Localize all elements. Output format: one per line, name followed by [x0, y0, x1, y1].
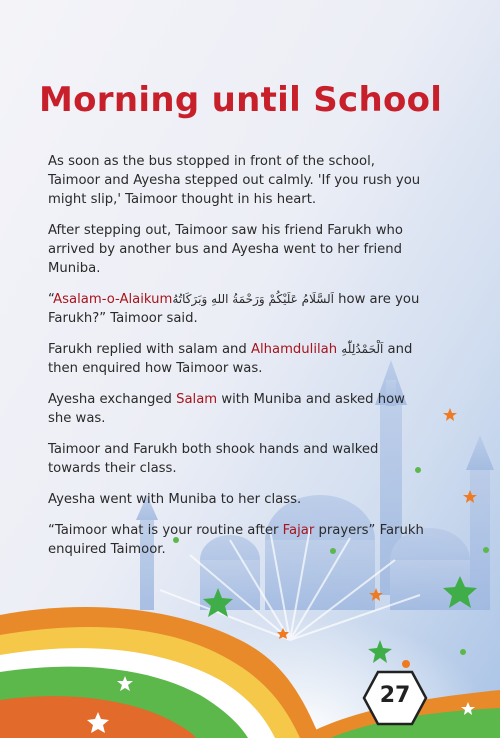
story-text: [48, 152, 428, 571]
paragraph-text: Farukh replied with salam and: [48, 342, 251, 357]
paragraph-text: with Muniba and asked how she was.: [48, 392, 405, 426]
paragraph-text: and then enquired how Taimoor was.: [48, 342, 413, 376]
page-title: Morning until School: [39, 80, 443, 120]
paragraph-text: prayers” Farukh enquired Taimoor.: [48, 523, 424, 557]
arabic-text: اَلسَّلَامُ عَلَيْكُمْ وَرَحْمَةُ اللهِ وَبَرَكَاتُهُ: [172, 292, 334, 306]
paragraph-text: how are you Farukh?” Taimoor said.: [48, 292, 420, 326]
highlight-term: Fajar: [282, 523, 315, 538]
paragraph-salam: [48, 390, 428, 428]
paragraph-reply: [48, 340, 428, 378]
highlight-term: Alhamdulilah: [250, 342, 338, 357]
paragraph: Ayesha went with Muniba to her class.: [48, 492, 302, 507]
paragraph-greeting: [48, 290, 428, 328]
paragraph-text: “Taimoor what is your routine after: [48, 523, 283, 538]
paragraph-question: [48, 521, 428, 559]
highlight-term: Salam: [176, 392, 218, 407]
paragraph: Taimoor and Farukh both shook hands and walked towards their class.: [48, 442, 379, 476]
paragraph-text: Ayesha exchanged: [48, 392, 177, 407]
page-number: 27: [379, 683, 411, 708]
arabic-text: اَلْحَمْدُلِلّٰهِ: [341, 342, 384, 356]
open-quote: “: [48, 292, 54, 307]
paragraph: After stepping out, Taimoor saw his friend Farukh who arrived by another bus and Ayesha went to her friend Muniba.: [48, 223, 403, 276]
highlight-term: Asalam-o-Alaikum: [53, 292, 173, 307]
paragraph: As soon as the bus stopped in front of the school, Taimoor and Ayesha stepped out calmly. 'If you rush you might slip,' Taimoor thought in his heart.: [48, 154, 421, 207]
